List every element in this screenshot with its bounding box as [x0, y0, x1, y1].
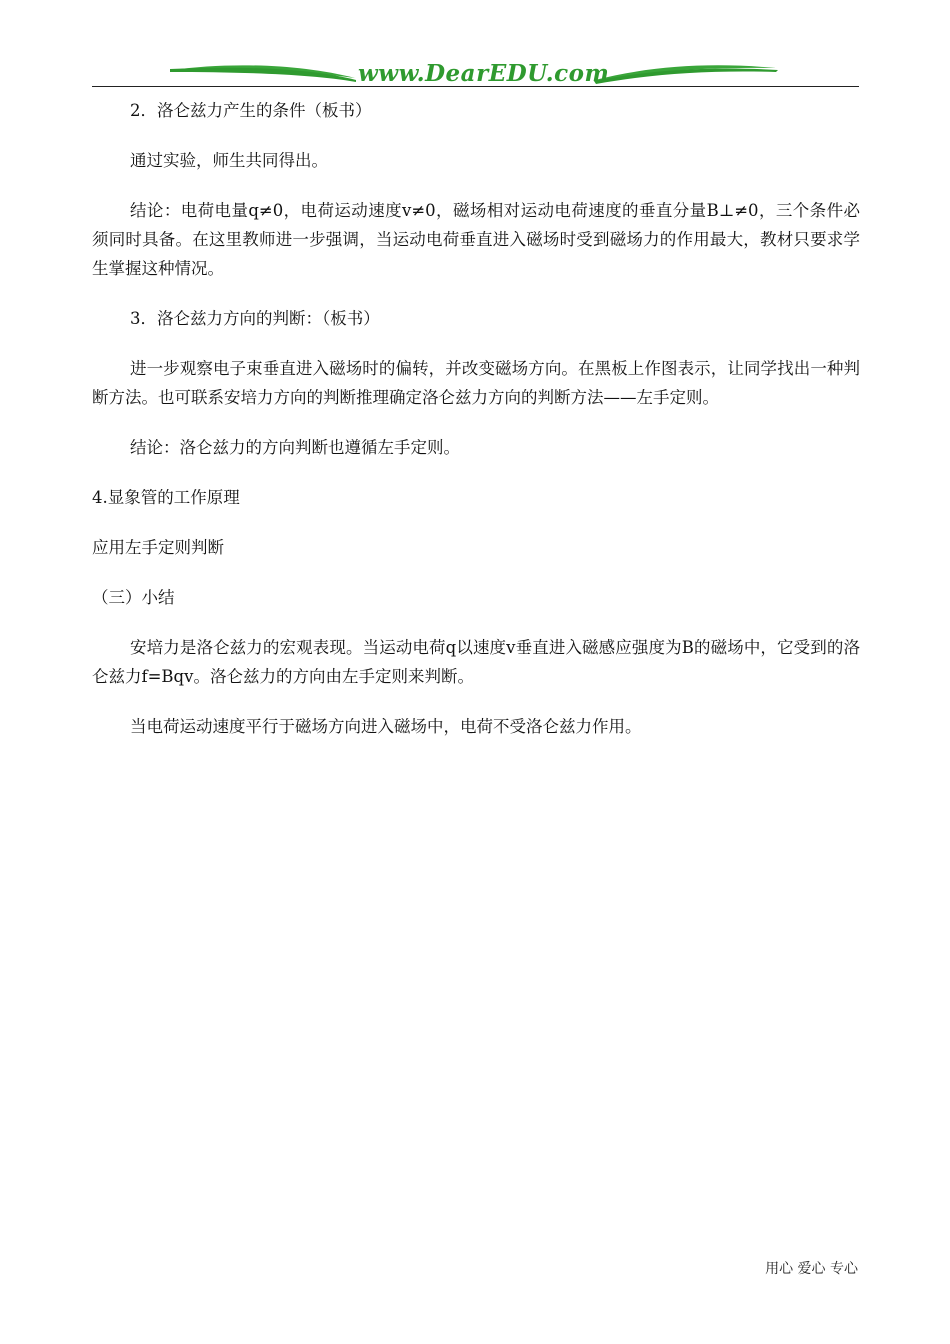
page-footer: 用心 爱心 专心	[765, 1261, 858, 1277]
section-2-heading: 2．洛仑兹力产生的条件（板书）	[130, 101, 372, 120]
page-header	[0, 0, 950, 100]
section-4-heading: 4.显象管的工作原理	[92, 488, 240, 507]
document-body	[92, 96, 860, 741]
paragraph-observation: 进一步观察电子束垂直进入磁场时的偏转，并改变磁场方向。在黑板上作图表示，让同学找出一种判断方法。也可联系安培力方向的判断推理确定洛仑兹力方向的判断方法——左手定则。	[92, 359, 860, 407]
section-3-heading: 3．洛仑兹力方向的判断：（板书）	[130, 309, 380, 328]
paragraph-parallel-motion: 当电荷运动速度平行于磁场方向进入磁场中，电荷不受洛仑兹力作用。	[130, 717, 642, 736]
header-divider	[92, 86, 859, 87]
site-logo-text[interactable]: www.DearEDU.com	[358, 60, 610, 87]
summary-heading: （三）小结	[92, 588, 175, 607]
paragraph-apply-rule: 应用左手定则判断	[92, 538, 224, 557]
paragraph-summary: 安培力是洛仑兹力的宏观表现。当运动电荷q以速度v垂直进入磁感应强度为B的磁场中，它受到的洛仑兹力f=Bqv。洛仑兹力的方向由左手定则来判断。	[92, 638, 860, 686]
paragraph-experiment: 通过实验，师生共同得出。	[130, 151, 328, 170]
paragraph-conclusion-conditions: 结论：电荷电量q≠0，电荷运动速度v≠0，磁场相对运动电荷速度的垂直分量B⊥≠0，三个条件必须同时具备。在这里教师进一步强调，当运动电荷垂直进入磁场时受到磁场力的作用最大，教材只要求学生掌握这种情况。	[92, 201, 860, 278]
paragraph-conclusion-left-hand: 结论：洛仑兹力的方向判断也遵循左手定则。	[130, 438, 460, 457]
